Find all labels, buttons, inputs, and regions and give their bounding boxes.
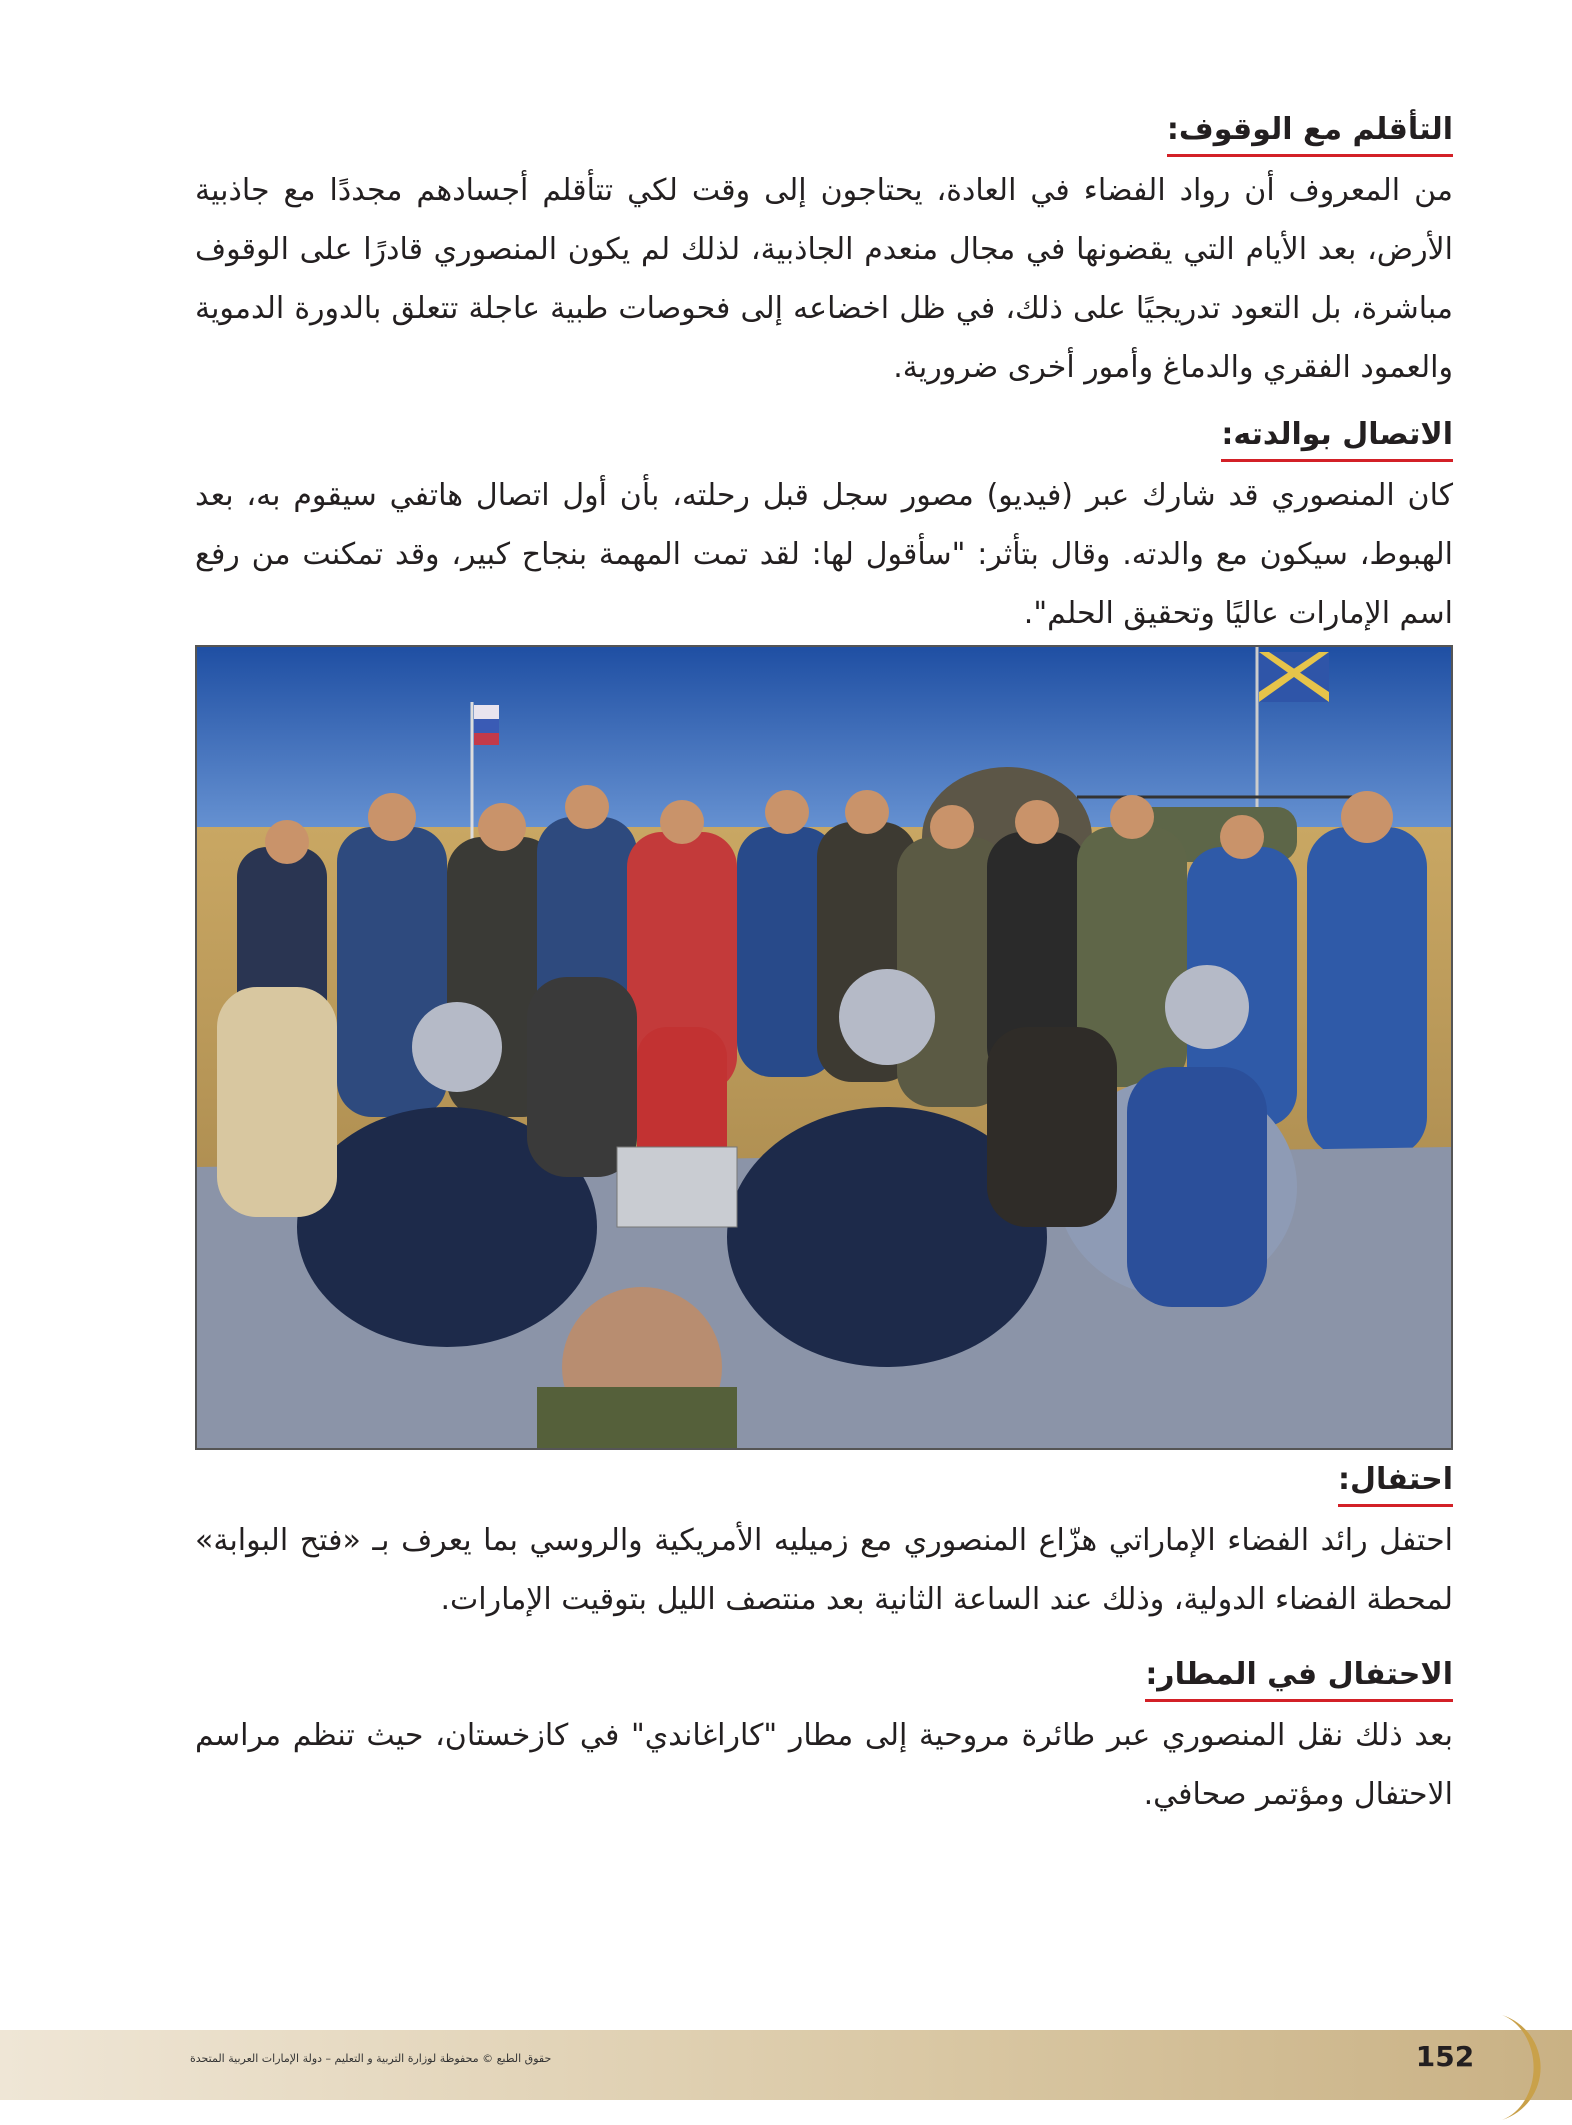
section-airport-celebration <box>195 1655 1453 1824</box>
crescent-decoration-icon <box>1492 2010 1552 2125</box>
section-paragraph: من المعروف أن رواد الفضاء في العادة، يحتاجون إلى وقت لكي تتأقلم أجسادهم مجددًا مع جاذبية الأرض، بعد الأيام التي يقضونها في مجال منعدم الجاذبية، لذلك لم يكون المنصوري قادرًا على الوقوف مباشرة، بل التعود تدريجيًا على ذلك، في ظل اخضاعه إلى فحوصات طبية عاجلة تتعلق بالدورة الدموية والعمود الفقري والدماغ وأمور أخرى ضرورية. <box>195 173 1453 385</box>
section-paragraph: احتفل رائد الفضاء الإماراتي هزّاع المنصوري مع زميليه الأمريكية والروسي بما يعرف بـ «فتح البوابة» لمحطة الفضاء الدولية، وذلك عند الساعة الثانية بعد منتصف الليل بتوقيت الإمارات. <box>195 1523 1453 1617</box>
footer-copyright: حقوق الطبع © محفوظة لوزارة التربية و التعليم – دولة الإمارات العربية المتحدة <box>190 2052 552 2065</box>
section-paragraph: كان المنصوري قد شارك عبر (فيديو) مصور سجل قبل رحلته، بأن أول اتصال هاتفي سيقوم به، بعد الهبوط، سيكون مع والدته. وقال بتأثر: "سأقول لها: لقد تمت المهمة بنجاح كبير، وقد تمكنت من رفع اسم الإمارات عاليًا وتحقيق الحلم". <box>195 478 1453 631</box>
section-call-mother <box>195 415 1453 643</box>
section-paragraph: بعد ذلك نقل المنصوري عبر طائرة مروحية إلى مطار "كاراغاندي" في كازخستان، حيث تنظم مراسم الاحتفال ومؤتمر صحافي. <box>195 1718 1453 1812</box>
section-heading: الاتصال بوالدته: <box>1221 415 1453 462</box>
landing-photo <box>195 645 1453 1450</box>
section-adapting-to-standing <box>195 110 1453 397</box>
section-heading: التأقلم مع الوقوف: <box>1167 110 1453 157</box>
section-celebration <box>195 1460 1453 1629</box>
page-number: 152 <box>1415 2040 1475 2073</box>
footer-band <box>0 2030 1572 2100</box>
section-heading: الاحتفال في المطار: <box>1145 1655 1453 1702</box>
section-heading: احتفال: <box>1338 1460 1453 1507</box>
